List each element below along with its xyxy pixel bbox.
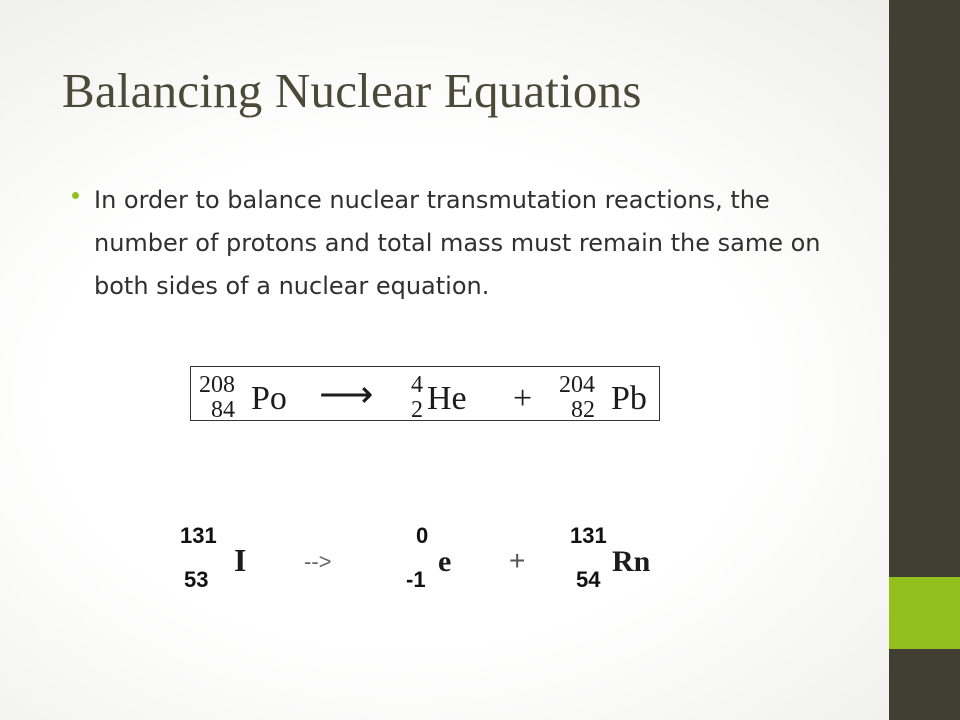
equation-1 xyxy=(191,367,661,422)
eq2-product1-atomic: -1 xyxy=(406,567,426,592)
eq1-product1-atomic: 2 xyxy=(411,397,423,422)
eq2-product2-symbol: Rn xyxy=(612,545,651,578)
eq2-product1-mass: 0 xyxy=(416,523,429,548)
eq2-reactant-atomic: 53 xyxy=(184,567,209,592)
eq1-arrow: ⟶ xyxy=(319,374,374,416)
eq1-product1-mass: 4 xyxy=(411,372,423,398)
eq1-plus: + xyxy=(513,380,533,417)
eq1-product2-symbol: Pb xyxy=(611,380,647,417)
equation-1-box xyxy=(190,366,660,421)
bullet-text: In order to balance nuclear transmutation reactions, the number of protons and total mass must remain the same on both sides of a nuclear equation. xyxy=(94,186,821,300)
eq1-product2-atomic: 82 xyxy=(571,397,595,422)
eq2-product1-symbol: e xyxy=(438,545,452,578)
eq2-plus: + xyxy=(509,545,526,576)
eq2-product2-atomic: 54 xyxy=(576,567,601,592)
eq1-reactant-atomic: 84 xyxy=(211,397,235,422)
eq1-product1-symbol: He xyxy=(427,380,467,417)
eq1-product2-mass: 204 xyxy=(559,372,595,398)
eq2-arrow: --> xyxy=(304,549,332,574)
eq2-product2-mass: 131 xyxy=(570,523,607,548)
eq1-reactant-symbol: Po xyxy=(251,380,287,417)
bullet-icon xyxy=(72,192,79,199)
equation-2 xyxy=(170,515,690,595)
sidebar-accent-block xyxy=(889,577,960,649)
eq2-reactant-symbol: I xyxy=(234,542,247,578)
eq1-reactant-mass: 208 xyxy=(199,372,235,398)
eq2-reactant-mass: 131 xyxy=(180,523,217,548)
slide-title: Balancing Nuclear Equations xyxy=(62,63,642,118)
